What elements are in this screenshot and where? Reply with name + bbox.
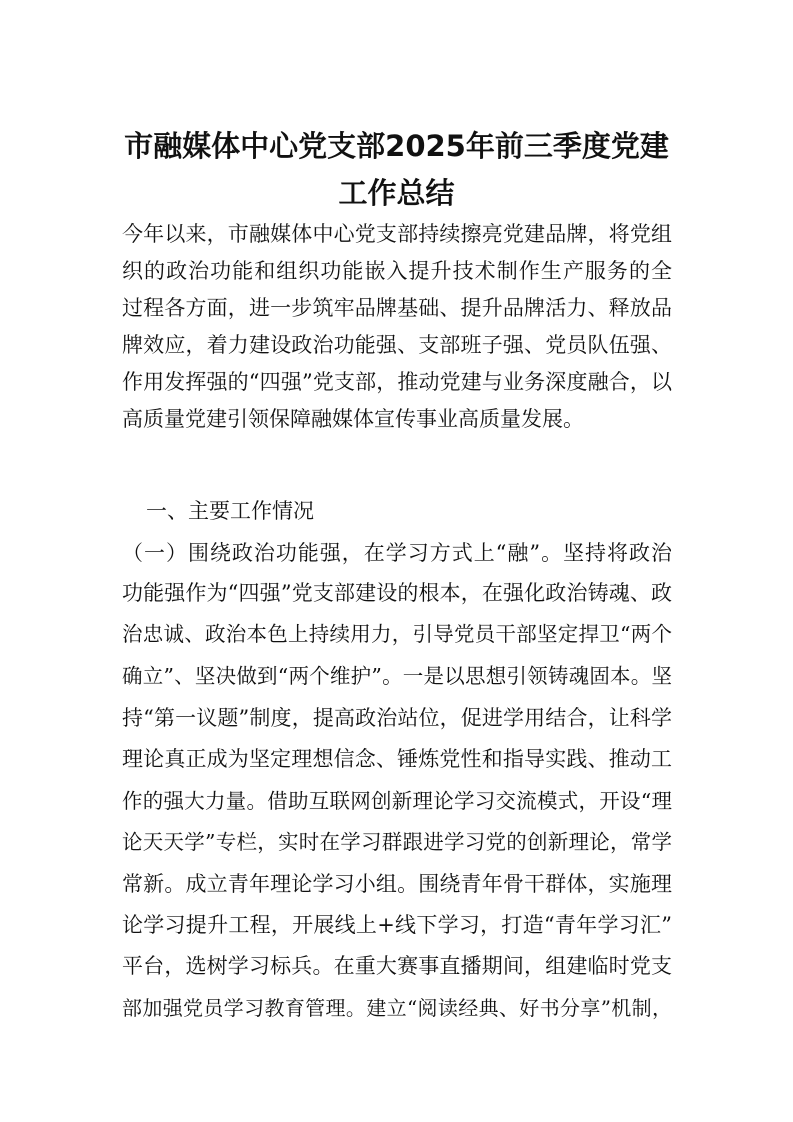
- document-title-line-1: 市融媒体中心党支部2025年前三季度党建: [124, 129, 669, 163]
- paragraph-section-line: 确立”、坚决做到“两个维护”。一是以思想引领铸魂固本。坚: [122, 664, 672, 688]
- paragraph-section-line: 持“第一议题”制度，提高政治站位，促进学用结合，让科学: [122, 706, 672, 730]
- section-heading: 一、主要工作情况: [146, 499, 314, 523]
- paragraph-intro-line: 今年以来，市融媒体中心党支部持续擦亮党建品牌，将党组: [122, 222, 672, 246]
- paragraph-section-line: 理论真正成为坚定理想信念、锤炼党性和指导实践、推动工: [122, 747, 672, 771]
- paragraph-intro-line: 高质量党建引领保障融媒体宣传事业高质量发展。: [122, 407, 584, 431]
- paragraph-intro-line: 作用发挥强的“四强”党支部，推动党建与业务深度融合，以: [122, 370, 672, 394]
- paragraph-section-line: （一）围绕政治功能强，在学习方式上“融”。坚持将政治: [122, 541, 672, 565]
- paragraph-section-line: 治忠诚、政治本色上持续用力，引导党员干部坚定捍卫“两个: [122, 622, 672, 646]
- paragraph-section-line: 功能强作为“四强”党支部建设的根本，在强化政治铸魂、政: [122, 581, 672, 605]
- paragraph-section-line: 论学习提升工程，开展线上+线下学习，打造“青年学习汇”: [122, 913, 672, 937]
- paragraph-intro-line: 织的政治功能和组织功能嵌入提升技术制作生产服务的全: [122, 259, 672, 283]
- paragraph-intro-line: 过程各方面，进一步筑牢品牌基础、提升品牌活力、释放品: [122, 296, 672, 320]
- document-title-line-2: 工作总结: [338, 176, 455, 210]
- paragraph-intro-line: 牌效应，着力建设政治功能强、支部班子强、党员队伍强、: [122, 333, 672, 357]
- paragraph-section-line: 常新。成立青年理论学习小组。围绕青年骨干群体，实施理: [122, 872, 672, 896]
- paragraph-section-line: 部加强党员学习教育管理。建立“阅读经典、好书分享”机制，: [122, 996, 672, 1020]
- paragraph-section-line: 论天天学”专栏，实时在学习群跟进学习党的创新理论，常学: [122, 830, 672, 854]
- paragraph-section-line: 作的强大力量。借助互联网创新理论学习交流模式，开设“理: [122, 789, 672, 813]
- paragraph-section-line: 平台，选树学习标兵。在重大赛事直播期间，组建临时党支: [122, 954, 672, 978]
